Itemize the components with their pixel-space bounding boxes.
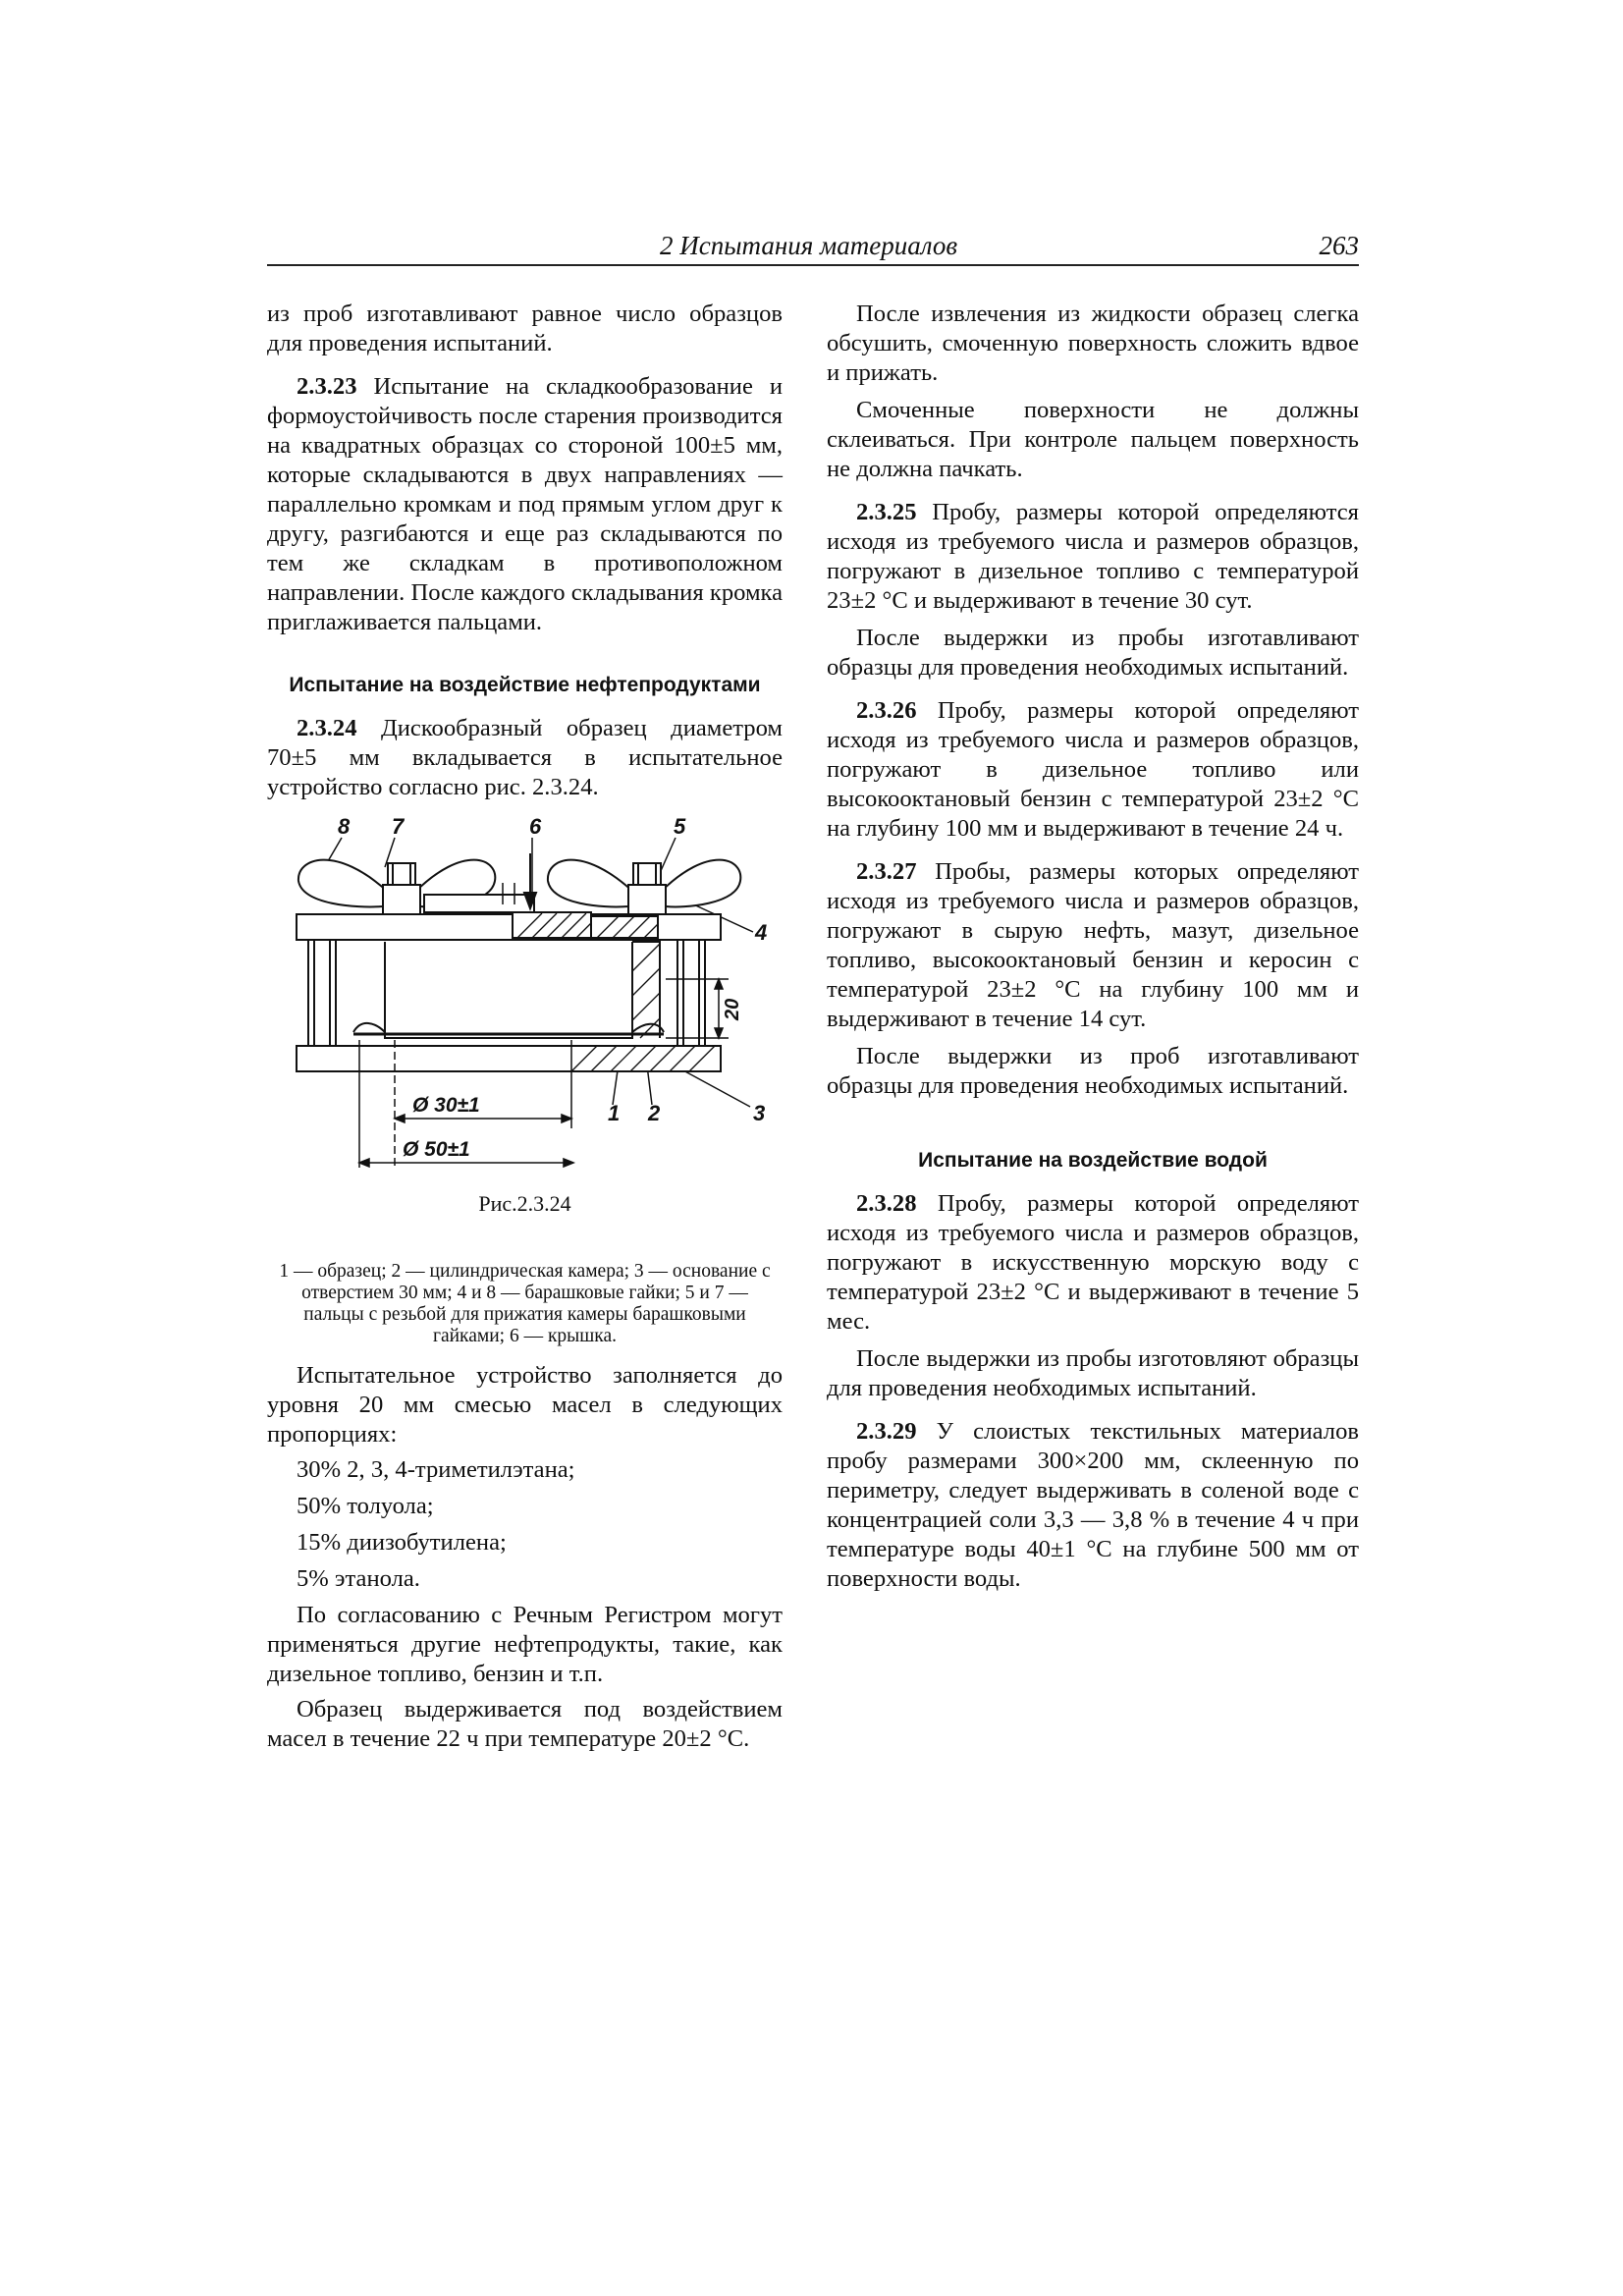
running-header	[267, 231, 1359, 266]
right-column	[827, 300, 1359, 1594]
clause-text: Пробу, размеры которой определяются исходя из требуемого числа и размеров образцов, погружают в дизельное топливо с температурой 23±2 °С и выдерживают в течение 30 сут.	[827, 499, 1359, 614]
clause-text: Испытание на складкообразование и формоустойчивость после старения производится на квадратных образцах со стороной 100±5 мм, которые складываются в двух направлениях — параллельно кромкам и под прямым углом друг к другу, разгибаются и еще раз складываются по тем же складкам в противоположном направлении. После каждого складывания кромка приглаживается пальцами.	[267, 373, 783, 635]
clause-text: Пробу, размеры которой определяют исходя из требуемого числа и размеров образцов, погружают в искусственную морскую воду с температурой 23±2 °С и выдерживают в течение 5 мес.	[827, 1190, 1359, 1335]
paragraph-wet: Смоченные поверхности не должны склеиваться. При контроле пальцем поверхность не должна пачкать.	[827, 397, 1359, 482]
paragraph-after-2328: После выдержки из пробы изготовляют образцы для проведения необходимых испытаний.	[827, 1345, 1359, 1401]
dimension-d30: Ø 30±1	[412, 1094, 480, 1117]
label-7: 7	[392, 814, 405, 839]
figure-caption: Рис.2.3.24	[478, 1191, 571, 1216]
mix-item: 5% этанола.	[297, 1565, 420, 1592]
heading-water: Испытание на воздействие водой	[918, 1149, 1268, 1172]
header-section-title: 2 Испытания материалов	[660, 231, 958, 260]
heading-oil-products: Испытание на воздействие нефтепродуктами	[289, 674, 761, 696]
clause-text: Дискообразный образец диаметром 70±5 мм вкладывается в испытательное устройство согласно рис. 2.3.24.	[267, 715, 783, 800]
mix-item: 30% 2, 3, 4-триметилэтана;	[297, 1456, 575, 1483]
paragraph-agree: По согласованию с Речным Регистром могут применяться другие нефтепродукты, такие, как дизельное топливо, бензин и т.п.	[267, 1602, 783, 1687]
clause-text: Пробу, размеры которой определяют исходя из требуемого числа и размеров образцов, погружают в дизельное топливо или высокооктановый бензин с температурой 23±2 °С на глубину 100 мм и выдерживают в течение 24 ч.	[827, 697, 1359, 842]
paragraph-after-2327: После выдержки из проб изготавливают образцы для проведения необходимых испытаний.	[827, 1043, 1359, 1099]
paragraph-after-extract: После извлечения из жидкости образец слегка обсушить, смоченную поверхность сложить вдвое и прижать.	[827, 301, 1359, 386]
paragraph-intro: из проб изготавливают равное число образцов для проведения испытаний.	[267, 301, 783, 356]
clause-number: 2.3.29	[856, 1418, 917, 1445]
clause-text: Пробы, размеры которых определяют исходя из требуемого числа и размеров образцов, погружают в сырую нефть, мазут, дизельное топливо, высокооктановый бензин и керосин с температурой 23±2 °С на глубину 100 мм и выдерживают в течение 14 сут.	[827, 858, 1359, 1032]
page-number: 263	[1319, 231, 1359, 260]
dimension-20-label: 20	[722, 998, 743, 1020]
paragraph-after-2325: После выдержки из пробы изготавливают образцы для проведения необходимых испытаний.	[827, 625, 1359, 681]
label-5: 5	[674, 814, 686, 839]
chamber	[353, 942, 664, 1038]
wing-nut-right	[548, 860, 740, 914]
lid-hatched	[513, 912, 658, 938]
clause-number: 2.3.24	[297, 715, 357, 741]
clause-number: 2.3.27	[856, 858, 917, 885]
label-8: 8	[338, 814, 351, 839]
studs	[308, 940, 705, 1046]
paragraph-hold: Образец выдерживается под воздействием масел в течение 22 ч при температуре 20±2 °С.	[267, 1696, 783, 1752]
label-1: 1	[608, 1101, 621, 1125]
clause-2-3-27	[827, 857, 1359, 1034]
clause-2-3-24	[267, 714, 783, 802]
clause-2-3-25	[827, 498, 1359, 616]
clause-number: 2.3.23	[297, 373, 357, 400]
clause-2-3-28	[827, 1189, 1359, 1337]
clause-2-3-23	[267, 372, 783, 637]
figure-test-device	[267, 814, 783, 1261]
clause-text: У слоистых текстильных материалов пробу размерами 300×200 мм, склеенную по периметру, следует выдерживать в соленой воде с концентрацией соли 3,3 — 3,8 % в течение 4 ч при температуре воды 40±1 °С на глубине 500 мм от поверхности воды.	[827, 1418, 1359, 1592]
figure-legend: 1 — образец; 2 — цилиндрическая камера; 3 — основание с отверстием 30 мм; 4 и 8 — барашковые гайки; 5 и 7 — пальцы с резьбой для прижатия камеры барашковыми гайками; 6 — крышка.	[279, 1261, 771, 1346]
label-4: 4	[755, 920, 768, 945]
clause-2-3-26	[827, 696, 1359, 844]
clause-number: 2.3.25	[856, 499, 917, 525]
clause-2-3-29	[827, 1417, 1359, 1594]
label-2: 2	[648, 1101, 661, 1125]
clause-number: 2.3.28	[856, 1190, 917, 1217]
dimension-d50: Ø 50±1	[403, 1138, 470, 1161]
label-3: 3	[753, 1101, 766, 1125]
left-column	[267, 300, 783, 1754]
base-plate	[297, 1046, 721, 1071]
paragraph-fill: Испытательное устройство заполняется до уровня 20 мм смесью масел в следующих пропорциях:	[267, 1362, 783, 1448]
label-6: 6	[529, 814, 542, 839]
mix-item: 50% толуола;	[297, 1493, 434, 1519]
clause-number: 2.3.26	[856, 697, 917, 724]
mix-item: 15% диизобутилена;	[297, 1529, 507, 1556]
